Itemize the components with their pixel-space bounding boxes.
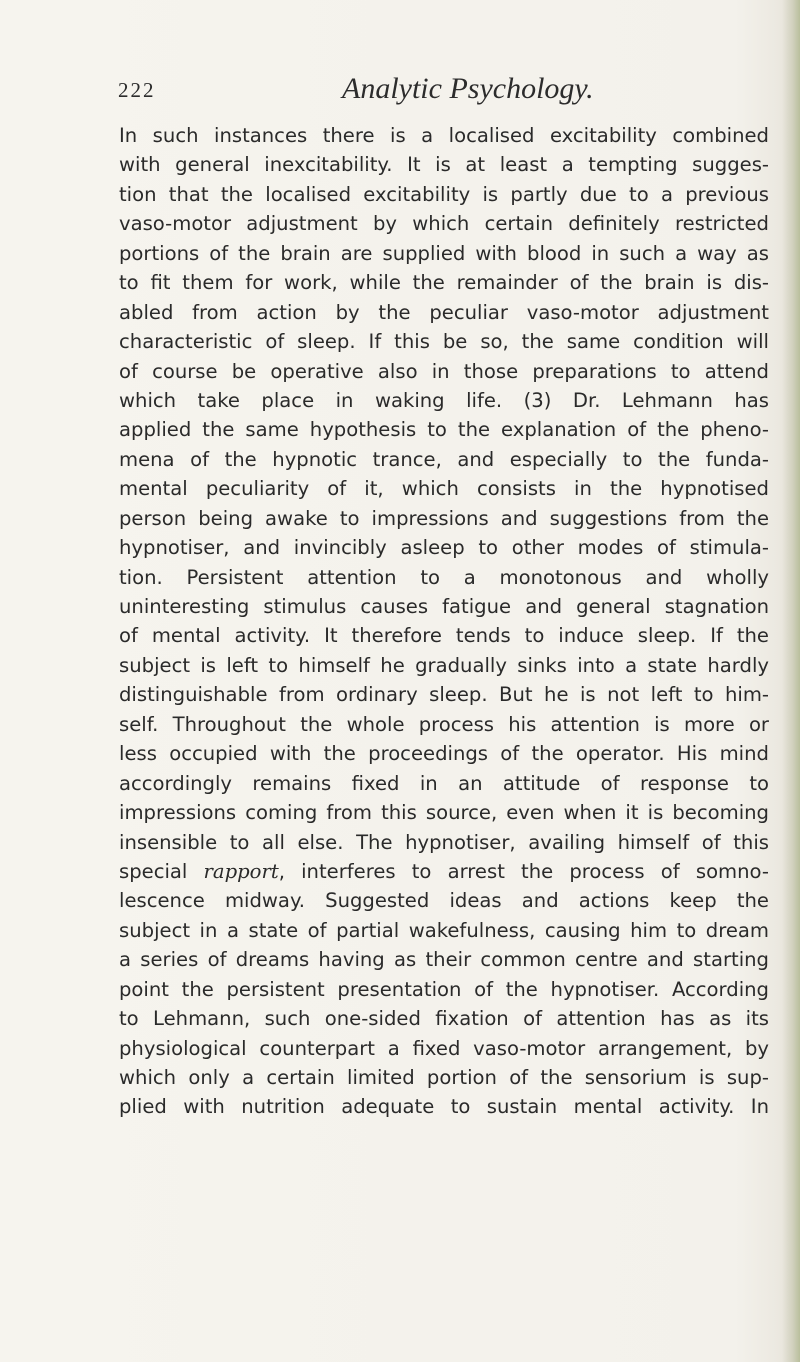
text-line: insensible to all else. The hypnotiser, availing himself of this [119, 830, 769, 854]
body-paragraph [119, 121, 769, 1122]
text-line: which only a certain limited portion of the sensorium is sup- [119, 1066, 769, 1089]
italic-term-rapport: rapport [203, 859, 279, 883]
text-line: plied with nutrition adequate to sustain mental activity. In [119, 1095, 769, 1119]
text-line: uninteresting stimulus causes fatigue and general stagnation [119, 595, 769, 618]
text-line-rapport [119, 857, 769, 886]
text-line: lescence midway. Suggested ideas and actions keep the [119, 889, 769, 913]
text-line: self. Throughout the whole process his attention is more or [119, 712, 769, 736]
text-line: impressions coming from this source, even when it is becoming [119, 801, 769, 825]
text-line: characteristic of sleep. If this be so, the same condition will [119, 330, 769, 354]
text-line: person being awake to impressions and suggestions from the [119, 506, 769, 530]
text-line: applied the same hypothesis to the explanation of the pheno- [119, 418, 769, 442]
text-line: of course be operative also in those preparations to attend [119, 359, 769, 383]
text-line: which take place in waking life. (3) Dr. Lehmann has [119, 388, 769, 412]
text-line: accordingly remains fixed in an attitude of response to [119, 771, 769, 795]
text-line: of mental activity. It therefore tends to induce sleep. If the [119, 624, 769, 648]
text-segment: special [119, 859, 204, 883]
text-line: subject in a state of partial wakefulness, causing him to dream [119, 918, 769, 942]
text-line: physiological counterpart a fixed vaso-motor arrangement, by [119, 1036, 769, 1060]
text-line: with general inexcitability. It is at least a tempting sugges- [119, 153, 769, 177]
page-edge-shadow [782, 0, 800, 1362]
page-number: 222 [118, 78, 156, 102]
text-line: hypnotiser, and invincibly asleep to other modes of stimula- [119, 536, 769, 560]
text-line: a series of dreams having as their common centre and starting [119, 948, 769, 972]
text-line: In such instances there is a localised excitability combined [119, 124, 769, 147]
page-header [118, 72, 678, 112]
text-line: less occupied with the proceedings of the operator. His mind [119, 742, 769, 766]
running-title: Analytic Psychology. [342, 72, 594, 105]
text-line: tion that the localised excitability is partly due to a previous [119, 182, 769, 206]
text-line: abled from action by the peculiar vaso-motor adjustment [119, 300, 769, 324]
text-line: subject is left to himself he gradually sinks into a state hardly [119, 653, 769, 677]
text-line: mena of the hypnotic trance, and especially to the funda- [119, 447, 769, 471]
text-line: to fit them for work, while the remainder of the brain is dis- [119, 271, 769, 295]
text-line: mental peculiarity of it, which consists in the hypnotised [119, 477, 769, 501]
text-line: tion. Persistent attention to a monotonous and wholly [119, 565, 769, 589]
text-line: vaso-motor adjustment by which certain definitely restricted [119, 212, 769, 236]
text-line: point the persistent presentation of the hypnotiser. According [119, 977, 769, 1001]
text-line: to Lehmann, such one-sided fixation of attention has as its [119, 1007, 769, 1031]
text-segment: , interferes to arrest the process of somno- [278, 859, 769, 883]
text-line: portions of the brain are supplied with blood in such a way as [119, 241, 769, 265]
text-line: distinguishable from ordinary sleep. But he is not left to him- [119, 683, 769, 707]
